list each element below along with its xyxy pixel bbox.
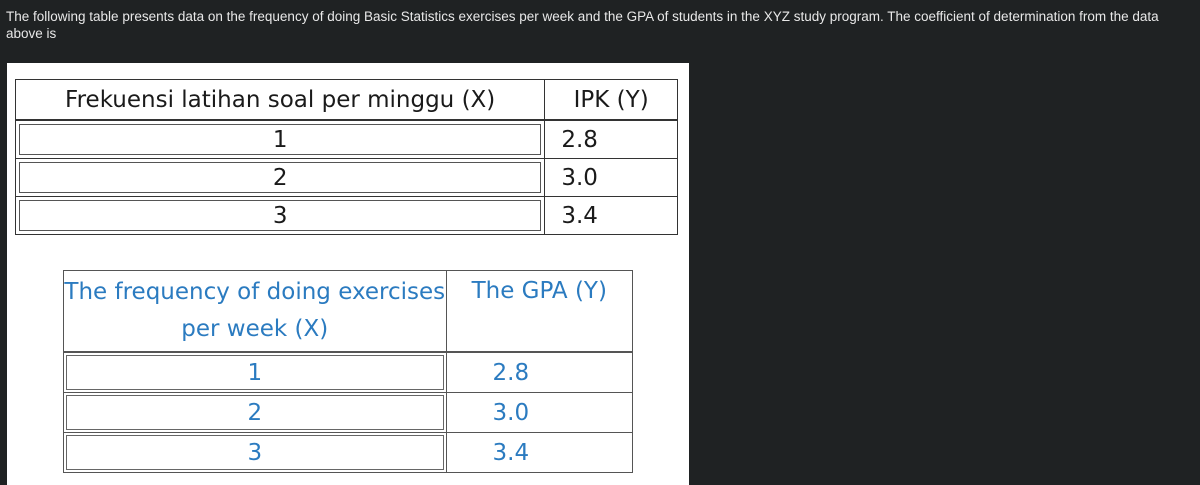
cell-x: 1: [64, 352, 447, 393]
cell-x: 3: [64, 433, 447, 473]
english-data-table: [63, 270, 633, 473]
cell-y: 3.0: [545, 159, 678, 197]
header-frequency-x: The frequency of doing exercises per week (X): [64, 271, 447, 353]
cell-x: 2: [64, 393, 447, 433]
cell-y: 2.8: [545, 120, 678, 159]
cell-x: 1: [16, 120, 545, 159]
cell-x: 3: [16, 197, 545, 235]
header-gpa-y: The GPA (Y): [471, 278, 607, 304]
table-header-row: [16, 80, 678, 121]
table-figure: [7, 63, 689, 485]
cell-y: 3.4: [446, 433, 632, 473]
table-row: [16, 159, 678, 197]
table-row: [64, 393, 633, 433]
cell-y: 3.0: [446, 393, 632, 433]
header-frequency-x: Frekuensi latihan soal per minggu (X): [16, 80, 545, 121]
cell-y: 3.4: [545, 197, 678, 235]
table-row: [16, 197, 678, 235]
table-row: [64, 433, 633, 473]
cell-x: 2: [16, 159, 545, 197]
header-ipk-y: IPK (Y): [573, 86, 649, 113]
cell-y: 2.8: [446, 352, 632, 393]
table-row: [16, 120, 678, 159]
table-row: [64, 352, 633, 393]
question-text: The following table presents data on the frequency of doing Basic Statistics exercises per week and the GPA of students in the XYZ study program. The coefficient of determination from the data above is: [6, 9, 1159, 41]
table-header-row: [64, 271, 633, 353]
indonesian-data-table: [15, 79, 678, 235]
